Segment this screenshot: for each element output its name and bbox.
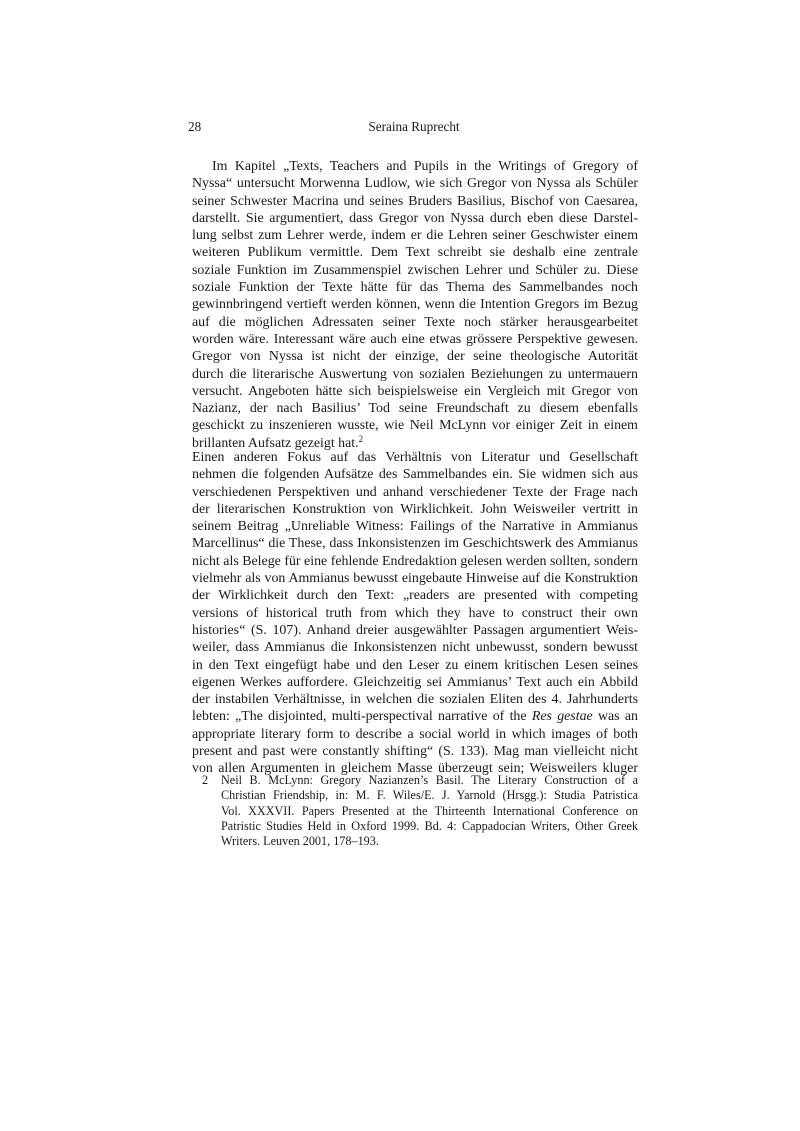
footnote-line: Christian Friendship, in: M. F. Wiles/E. J. Yarnold (Hrsgg.): Studia Patristica — [221, 788, 638, 803]
page-header — [188, 119, 640, 137]
text-line: Einen anderen Fokus auf das Verhältnis von Literatur und Gesellschaft — [192, 450, 638, 465]
text-line: weiteren Publikum vermittle. Dem Text schreibt sie deshalb eine zentrale — [192, 245, 638, 261]
text-line: in den Text eingefügt habe und den Leser zu einem kritischen Lesen seines — [192, 657, 638, 673]
text-line: der literarischen Konstruktion von Wirklichkeit. John Weisweiler vertritt in — [192, 501, 638, 517]
text-line: darstellt. Sie argumentiert, dass Gregor von Nyssa durch eben diese Darstel- — [192, 210, 638, 226]
text-line: gewinnbringend vertieft werden können, wenn die Intention Gregors im Bezug — [192, 297, 638, 313]
footnote-line: Writers. Leuven 2001, 178–193. — [221, 834, 379, 849]
paragraph-1 — [192, 158, 638, 452]
text-line: versucht. Angeboten hätte sich beispielsweise ein Vergleich mit Gregor von — [192, 383, 638, 399]
text-line: geschickt zu inszenieren wusste, wie Neil McLynn vor einiger Zeit in einem — [192, 418, 638, 434]
paragraph-2 — [192, 449, 638, 778]
text-line: auf die möglichen Adressaten seiner Texte noch stärker herausgearbeitet — [192, 314, 638, 330]
text-line: verschiedenen Perspektiven und anhand verschiedener Texte der Frage nach — [192, 484, 638, 500]
footnote-number: 2 — [202, 773, 209, 787]
running-head-author: Seraina Ruprecht — [368, 119, 460, 134]
text-line: Im Kapitel „Texts, Teachers and Pupils in the Writings of Gregory of — [212, 159, 638, 174]
text-line: appropriate literary form to describe a social world in which images of both — [192, 726, 638, 742]
footnote-line: Neil B. McLynn: Gregory Nazianzen’s Basil. The Literary Construction of a — [221, 773, 638, 787]
footnote-line: Vol. XXXVII. Papers Presented at the Thirteenth International Conference on — [221, 803, 638, 818]
footnote-line: Patristic Studies Held in Oxford 1999. Bd. 4: Cappadocian Writers, Other Greek — [221, 818, 638, 833]
text-line: lung selbst zum Lehrer werde, indem er die Lehren seiner Geschwister einem — [192, 228, 638, 244]
text-line: eigenen Werkes auffordere. Gleichzeitig sei Ammianus’ Text auch ein Abbild — [192, 674, 638, 690]
text-line: Marcellinus“ die These, dass Inkonsistenzen im Geschichtswerk des Ammianus — [192, 536, 638, 552]
text-line: versions of historical truth from which they have to construct their own — [192, 605, 638, 621]
text-segment: lebten: „The disjointed, multi-perspectival narrative of the — [192, 709, 532, 725]
text-line: worden wäre. Interessant wäre auch eine etwas grössere Perspektive gewesen. — [192, 331, 638, 347]
footnote-body — [221, 773, 638, 849]
text-line: der instabilen Verhältnisse, in welchen die sozialen Eliten des 4. Jahrhunderts — [192, 692, 638, 708]
text-line: nehmen die folgenden Aufsätze des Sammelbandes ein. Sie widmen sich aus — [192, 467, 638, 483]
text-line: soziale Funktion der Texte hätte für das Thema des Sammelbandes noch — [192, 280, 638, 296]
text-line: weiler, dass Ammianus die Inkonsistenzen nicht unbewusst, sondern bewusst — [192, 640, 638, 656]
footnote-reference[interactable]: 2 — [358, 433, 364, 444]
text-segment: was an — [592, 709, 638, 725]
text-line: seiner Schwester Macrina und seines Bruders Basilius, Bischof von Caesarea, — [192, 193, 638, 209]
text-line-with-italic — [192, 708, 638, 725]
text-line: von allen Argumenten in gleichem Masse überzeugt sein; Weisweilers kluger — [192, 761, 638, 777]
text-line: seinem Beitrag „Unreliable Witness: Failings of the Narrative in Ammianus — [192, 519, 638, 535]
text-line: vielmehr als von Ammianus bewusst eingebaute Hinweise auf die Konstruktion — [192, 571, 638, 587]
text-line: present and past were constantly shifting“ (S. 133). Mag man vielleicht nicht — [192, 744, 638, 760]
text-line: durch die literarische Auswertung von sozialen Beziehungen zu untermauern — [192, 366, 638, 382]
text-segment: brillanten Aufsatz gezeigt hat. — [192, 435, 359, 451]
text-line: Nazianz, der nach Basilius’ Tod seine Freundschaft zu diesem ebenfalls — [192, 401, 638, 417]
text-line: nicht als Belege für eine fehlende Endredaktion gelesen werden sollten, sondern — [192, 553, 638, 569]
text-line: der Wirklichkeit durch den Text: „readers are presented with competing — [192, 588, 638, 604]
text-line: soziale Funktion im Zusammenspiel zwischen Lehrer und Schüler zu. Diese — [192, 262, 638, 278]
text-line: Nyssa“ untersucht Morwenna Ludlow, wie sich Gregor von Nyssa als Schüler — [192, 176, 638, 192]
italic-title: Res gestae — [531, 709, 593, 725]
text-line: Gregor von Nyssa ist nicht der einzige, der seine theologische Autorität — [192, 349, 638, 365]
text-line: histories“ (S. 107). Anhand dreier ausgewählter Passagen argumentiert Weis- — [192, 622, 638, 638]
page-number: 28 — [188, 119, 202, 134]
